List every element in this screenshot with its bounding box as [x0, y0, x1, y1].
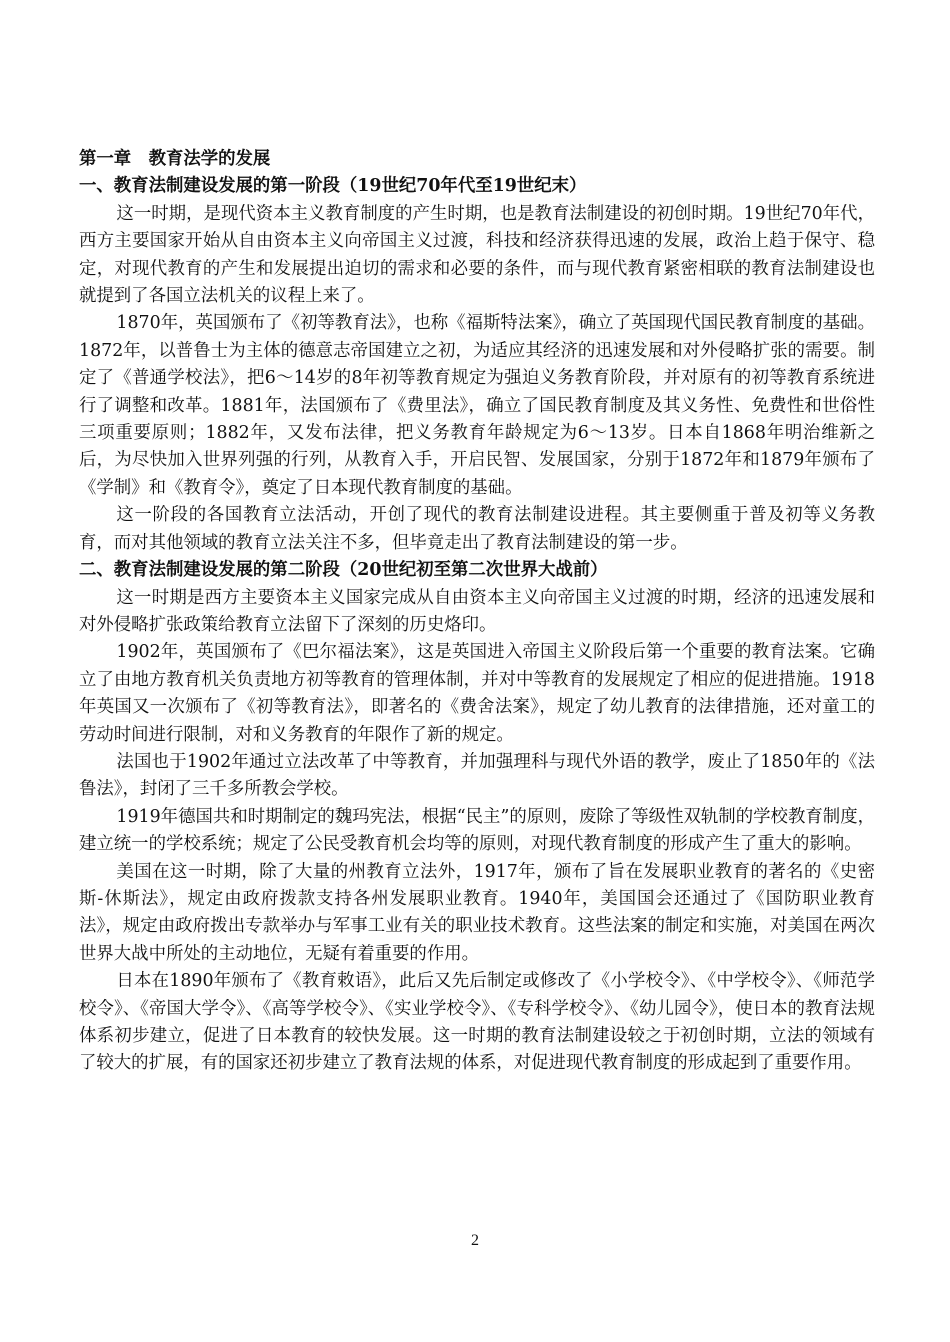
section-1-paragraph-3: 这一阶段的各国教育立法活动，开创了现代的教育法制建设进程。其主要侧重于普及初等义务教育，而对其他领域的教育立法关注不多，但毕竟走出了教育法制建设的第一步。 [79, 505, 875, 553]
section-1-paragraph-1: 这一时期，是现代资本主义教育制度的产生时期，也是教育法制建设的初创时期。19世纪70年代，西方主要国家开始从自由资本主义向帝国主义过渡，科技和经济获得迅速的发展，政治上趋于保守、稳定，对现代教育的产生和发展提出迫切的需求和必要的条件，而与现代教育紧密相联的教育法制建设也就提到了各国立法机关的议程上来了。 [79, 203, 875, 307]
section-2-paragraph-5: 美国在这一时期，除了大量的州教育立法外，1917年，颁布了旨在发展职业教育的著名的《史密斯-休斯法》，规定由政府拨款支持各州发展职业教育。1940年，美国国会还通过了《国防职业教育法》，规定由政府拨出专款举办与军事工业有关的职业技术教育。这些法案的制定和实施，对美国在两次世界大战中所处的主动地位，无疑有着重要的作用。 [79, 861, 875, 964]
section-1-paragraph-2: 1870年，英国颁布了《初等教育法》，也称《福斯特法案》，确立了英国现代国民教育制度的基础。1872年，以普鲁士为主体的德意志帝国建立之初，为适应其经济的迅速发展和对外侵略扩张的需要。制定了《普通学校法》，把6～14岁的8年初等教育规定为强迫义务教育阶段，并对原有的初等教育系统进行了调整和改革。1881年，法国颁布了《费里法》，确立了国民教育制度及其义务性、免费性和世俗性三项重要原则；1882年，又发布法律，把义务教育年龄规定为6～13岁。日本自1868年明治维新之后，为尽快加入世界列强的行列，从教育入手，开启民智、发展国家，分别于1872年和1879年颁布了《学制》和《教育令》，奠定了日本现代教育制度的基础。 [79, 313, 875, 498]
section-2-paragraph-3: 法国也于1902年通过立法改革了中等教育，并加强理科与现代外语的教学，废止了1850年的《法鲁法》，封闭了三千多所教会学校。 [79, 751, 875, 800]
page-number: 2 [471, 1232, 479, 1249]
chapter-title: 第一章 教育法学的发展 [79, 149, 271, 169]
section-heading-2: 二、教育法制建设发展的第二阶段（20世纪初至第二次世界大战前） [79, 560, 608, 581]
section-heading-1: 一、教育法制建设发展的第一阶段（19世纪70年代至19世纪末） [79, 176, 587, 197]
document-page [79, 146, 875, 1078]
section-2-paragraph-2: 1902年，英国颁布了《巴尔福法案》，这是英国进入帝国主义阶段后第一个重要的教育法案。它确立了由地方教育机关负责地方初等教育的管理体制，并对中等教育的发展规定了相应的促进措施。1918年英国又一次颁布了《初等教育法》，即著名的《费舍法案》，规定了幼儿教育的法律措施，还对童工的劳动时间进行限制，对和义务教育的年限作了新的规定。 [79, 642, 875, 745]
section-2-paragraph-6: 日本在1890年颁布了《教育敕语》，此后又先后制定或修改了《小学校令》、《中学校令》、《师范学校令》、《帝国大学令》、《高等学校令》、《实业学校令》、《专科学校令》、《幼儿园令》，使日本的教育法规体系初步建立，促进了日本教育的较快发展。这一时期的教育法制建设较之于初创时期，立法的领域有了较大的扩展，有的国家还初步建立了教育法规的体系，对促进现代教育制度的形成起到了重要作用。 [79, 971, 875, 1074]
section-2-paragraph-1: 这一时期是西方主要资本主义国家完成从自由资本主义向帝国主义过渡的时期，经济的迅速发展和对外侵略扩张政策给教育立法留下了深刻的历史烙印。 [79, 587, 875, 635]
section-2-paragraph-4: 1919年德国共和时期制定的魏玛宪法，根据“民主”的原则，废除了等级性双轨制的学校教育制度，建立统一的学校系统；规定了公民受教育机会均等的原则，对现代教育制度的形成产生了重大的影响。 [79, 806, 875, 855]
